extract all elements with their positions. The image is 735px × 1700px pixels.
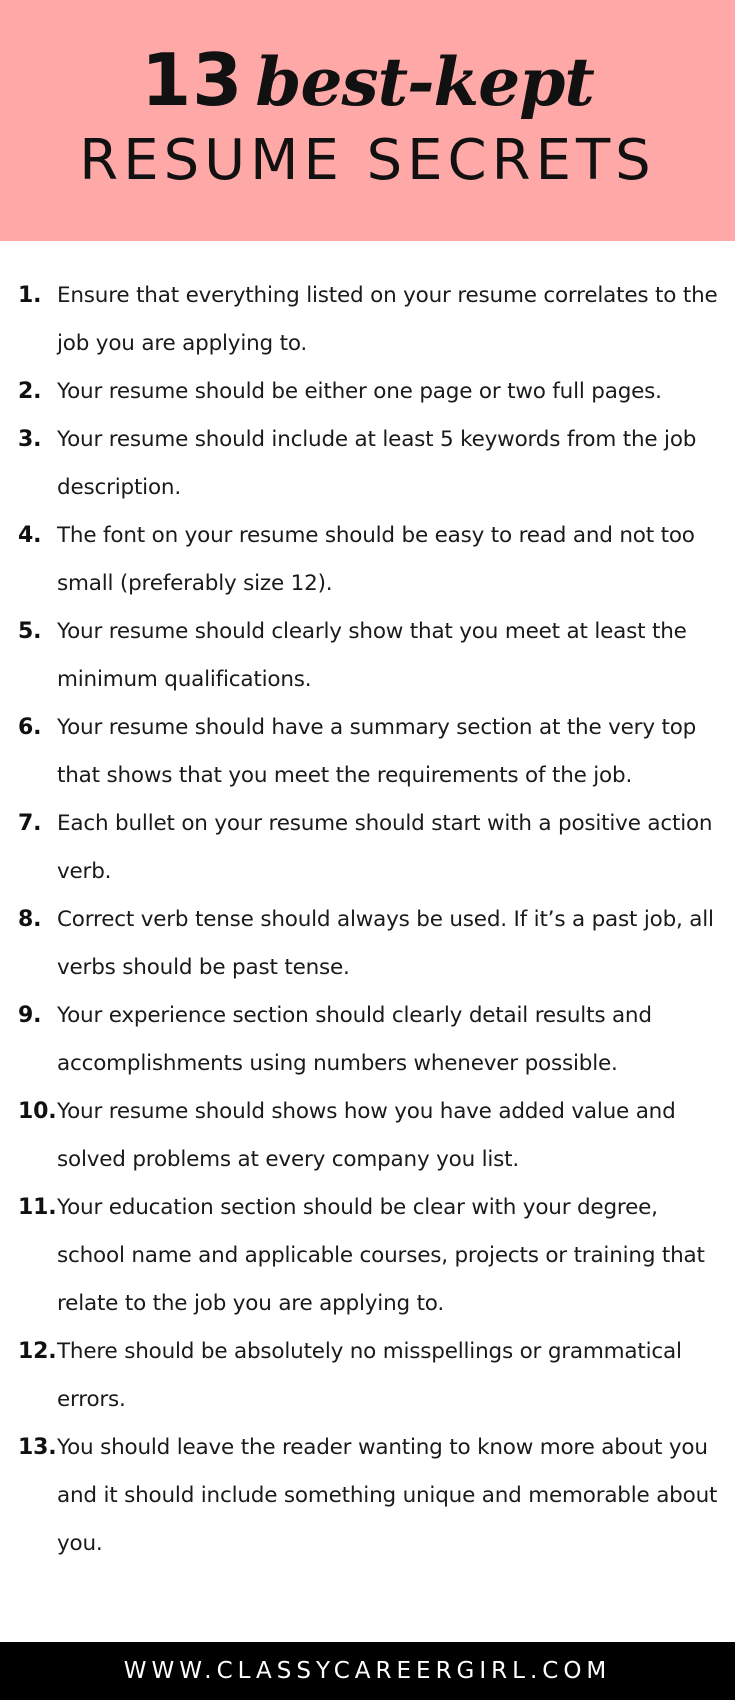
list-item bbox=[0, 1088, 735, 1184]
list-item bbox=[0, 992, 735, 1088]
item-text: Each bullet on your resume should start with a positive action verb. bbox=[57, 811, 713, 884]
list-item bbox=[0, 1424, 735, 1568]
list-item bbox=[0, 368, 735, 416]
item-number: 3. bbox=[18, 427, 42, 452]
item-number: 12. bbox=[18, 1339, 57, 1364]
item-number: 11. bbox=[18, 1195, 57, 1220]
page-title: RESUME SECRETS bbox=[79, 128, 656, 193]
footer-bar bbox=[0, 1642, 735, 1700]
item-number: 5. bbox=[18, 619, 42, 644]
item-text: Ensure that everything listed on your resume correlates to the job you are applying to. bbox=[57, 283, 718, 356]
list-item bbox=[0, 608, 735, 704]
item-number: 2. bbox=[18, 379, 42, 404]
header-banner bbox=[0, 0, 735, 241]
list-item bbox=[0, 1184, 735, 1328]
list-item bbox=[0, 896, 735, 992]
item-text: Your education section should be clear with your degree, school name and applicable courses, projects or training that relate to the job you are applying to. bbox=[57, 1195, 705, 1316]
website-url[interactable]: WWW.CLASSYCAREERGIRL.COM bbox=[123, 1658, 612, 1684]
list-item bbox=[0, 800, 735, 896]
item-text: Your resume should include at least 5 keywords from the job description. bbox=[57, 427, 697, 500]
item-text: Your experience section should clearly detail results and accomplishments using numbers whenever possible. bbox=[57, 1003, 652, 1076]
list-item bbox=[0, 272, 735, 368]
secrets-list bbox=[0, 272, 735, 1568]
item-text: Your resume should shows how you have added value and solved problems at every company you list. bbox=[57, 1099, 676, 1172]
item-number: 7. bbox=[18, 811, 42, 836]
item-number: 4. bbox=[18, 523, 42, 548]
item-number: 10. bbox=[18, 1099, 57, 1124]
item-text: The font on your resume should be easy to read and not too small (preferably size 12). bbox=[57, 523, 695, 596]
item-number: 6. bbox=[18, 715, 42, 740]
item-number: 8. bbox=[18, 907, 42, 932]
list-item bbox=[0, 512, 735, 608]
item-text: You should leave the reader wanting to know more about you and it should include something unique and memorable about you. bbox=[57, 1435, 718, 1556]
item-number: 13. bbox=[18, 1435, 57, 1460]
list-item bbox=[0, 416, 735, 512]
item-text: Your resume should have a summary section at the very top that shows that you meet the requirements of the job. bbox=[57, 715, 697, 788]
list-item bbox=[0, 704, 735, 800]
title-number: 13 bbox=[141, 38, 244, 122]
item-text: Your resume should be either one page or two full pages. bbox=[57, 379, 662, 404]
item-number: 1. bbox=[18, 283, 42, 308]
title-script-text: best-kept bbox=[255, 43, 594, 121]
item-number: 9. bbox=[18, 1003, 42, 1028]
item-text: Correct verb tense should always be used. If it’s a past job, all verbs should be past tense. bbox=[57, 907, 714, 980]
title-top-line bbox=[0, 38, 735, 122]
list-item bbox=[0, 1328, 735, 1424]
item-text: Your resume should clearly show that you meet at least the minimum qualifications. bbox=[57, 619, 687, 692]
item-text: There should be absolutely no misspellings or grammatical errors. bbox=[57, 1339, 682, 1412]
